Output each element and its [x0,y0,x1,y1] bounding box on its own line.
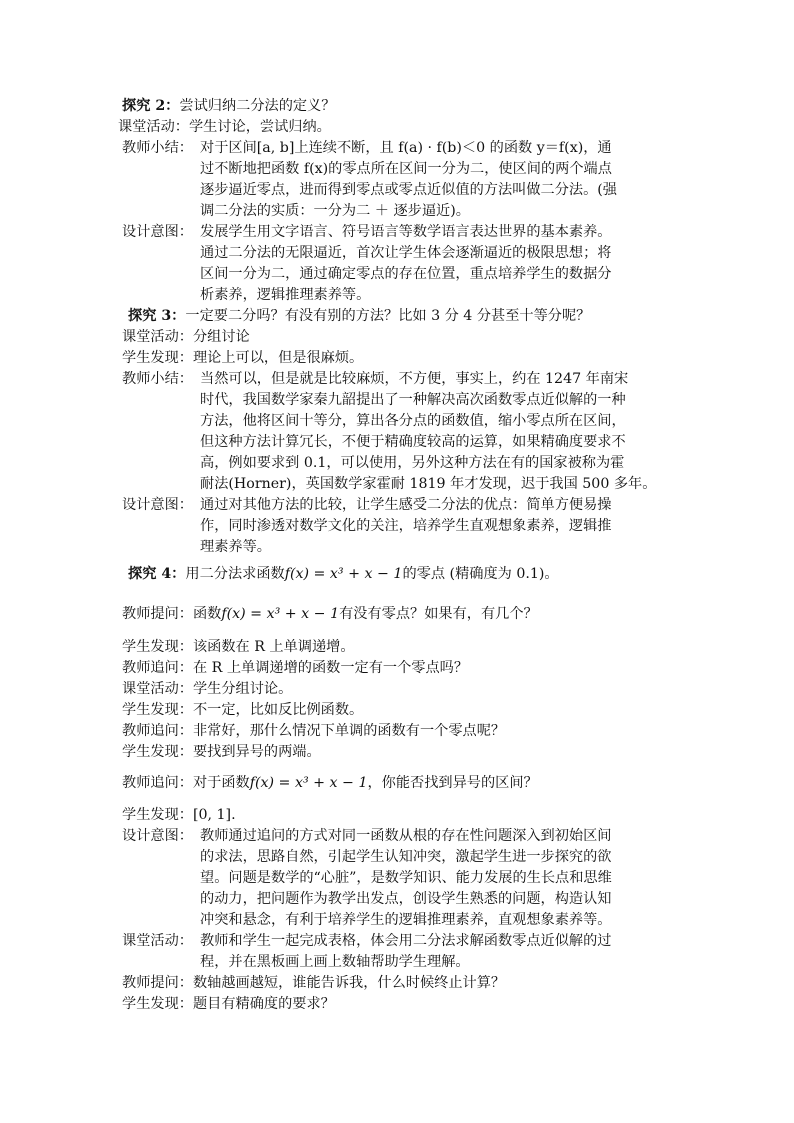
document-page: 探究 2：尝试归纳二分法的定义？ 课堂活动：学生讨论，尝试归纳。 教师小结： 对于区间[a, b]上连续不断，且 f(a) · f(b)＜0 的函数 y＝f(x)，通 过不断地把函数 f(x)的零点所在区间一分为二，使区间的两个端点 逐步逼近零点，进而得到零点或零点近似值的方法叫做二分法。(强 调二分法的实质：一分为二 ＋ 逐步逼近)。 设计意图： 发展学生用文字语言、符号语言等数学语言表达世界的基本素养。 通过二分法的无限逼近，首次让学生体会逐渐逼近的极限思想；将 区间一分为二，通过确定零点的存在位置，重点培养学生的数据分 析素养，逻辑推理素养等。 探究 3：一定要二分吗？有没有别的方法？比如 3 分 4 分甚至十等分呢？ 课堂活动：分组讨论 学生发现：理论上可以，但是很麻烦。 教师小结： 当然可以，但是就是比较麻烦，不方便，事实上，约在 1247 年南宋 时代，我国数学家秦九韶提出了一种解决高次函数零点近似解的一种 方法，他将区间十等分，算出各分点的函数值，缩小零点所在区间， 但这种方法计算冗长，不便于精确度较高的运算，如果精确度要求不 高，例如要求到 0.1，可以使用，另外这种方法在有的国家被称为霍 耐法(Horner)，英国数学家霍耐 1819 年才发现，迟于我国 500 多年。 设计意图： 通过对其他方法的比较，让学生感受二分法的优点：简单方便易操 作，同时渗透对数学文化的关注，培养学生直观想象素养，逻辑推 理素养等。 探究 4：用二分法求函数f(x) = x³ + x − 1的零点 (精确度为 0.1)。 教师提问：函数f(x) = x³ + x − 1有没有零点？如果有，有几个？ 学生发现：该函数在 R 上单调递增。 教师追问：在 R 上单调递增的函数一定有一个零点吗？ 课堂活动：学生分组讨论。 学生发现：不一定，比如反比例函数。 教师追问：非常好，那什么情况下单调的函数有一个零点呢？ 学生发现：要找到异号的两端。 教师追问：对于函数f(x) = x³ + x − 1，你能否找到异号的区间？ 学生发现：[0, 1]. 设计意图： 教师通过追问的方式对同一函数从根的存在性问题深入到初始区间 的求法，思路自然，引起学生认知冲突，激起学生进一步探究的欲 望。问题是数学的“心脏”，是数学知识、能力发展的生长点和思维 的动力，把问题作为教学出发点，创设学生熟悉的问题，构造认知 冲突和悬念，有利于培养学生的逻辑推理素养，直观想象素养等。 课堂活动： 教师和学生一起完成表格，体会用二分法求解函数零点近似解的过 程，并在黑板画上画上数轴帮助学生理解。 教师提问：数轴越画越短，谁能告诉我，什么时候终止计算？ 学生发现：题目有精确度的要求？ [0,0,794,1123]
explore-3-activity: 课堂活动：分组讨论 [122,329,250,345]
teacher-followup-3: 教师追问：对于函数f(x) = x³ + x − 1，你能否找到异号的区间？ [122,775,538,791]
function-formula: f(x) = x³ + x − 1 [284,566,403,582]
explore-2-title: 探究 2：尝试归纳二分法的定义？ [122,98,336,114]
explore-3-title: 探究 3：一定要二分吗？有没有别的方法？比如 3 分 4 分甚至十等分呢？ [128,308,591,324]
teacher-followup-1: 教师追问：在 R 上单调递增的函数一定有一个零点吗？ [122,660,469,676]
student-finding-1: 学生发现：该函数在 R 上单调递增。 [122,639,355,655]
student-finding-3: 学生发现：要找到异号的两端。 [122,744,321,760]
function-formula: f(x) = x³ + x − 1 [221,606,340,622]
explore-3-finding: 学生发现：理论上可以，但是很麻烦。 [122,350,364,366]
explore-4-title: 探究 4：用二分法求函数f(x) = x³ + x − 1的零点 (精确度为 0.1)。 [128,566,559,582]
teacher-question-1: 教师提问：函数f(x) = x³ + x − 1有没有零点？如果有，有几个？ [122,606,538,622]
class-activity-1: 课堂活动：学生分组讨论。 [122,681,293,697]
teacher-question-2: 教师提问：数轴越画越短，谁能告诉我，什么时候终止计算？ [122,975,506,991]
student-finding-2: 学生发现：不一定，比如反比例函数。 [122,702,364,718]
teacher-followup-2: 教师追问：非常好，那什么情况下单调的函数有一个零点呢？ [122,723,506,739]
student-finding-4: 学生发现：[0, 1]. [122,807,236,823]
student-finding-5: 学生发现：题目有精确度的要求？ [122,996,335,1012]
function-formula: f(x) = x³ + x − 1 [249,775,368,791]
explore-2-activity: 课堂活动：学生讨论，尝试归纳。 [118,119,331,135]
